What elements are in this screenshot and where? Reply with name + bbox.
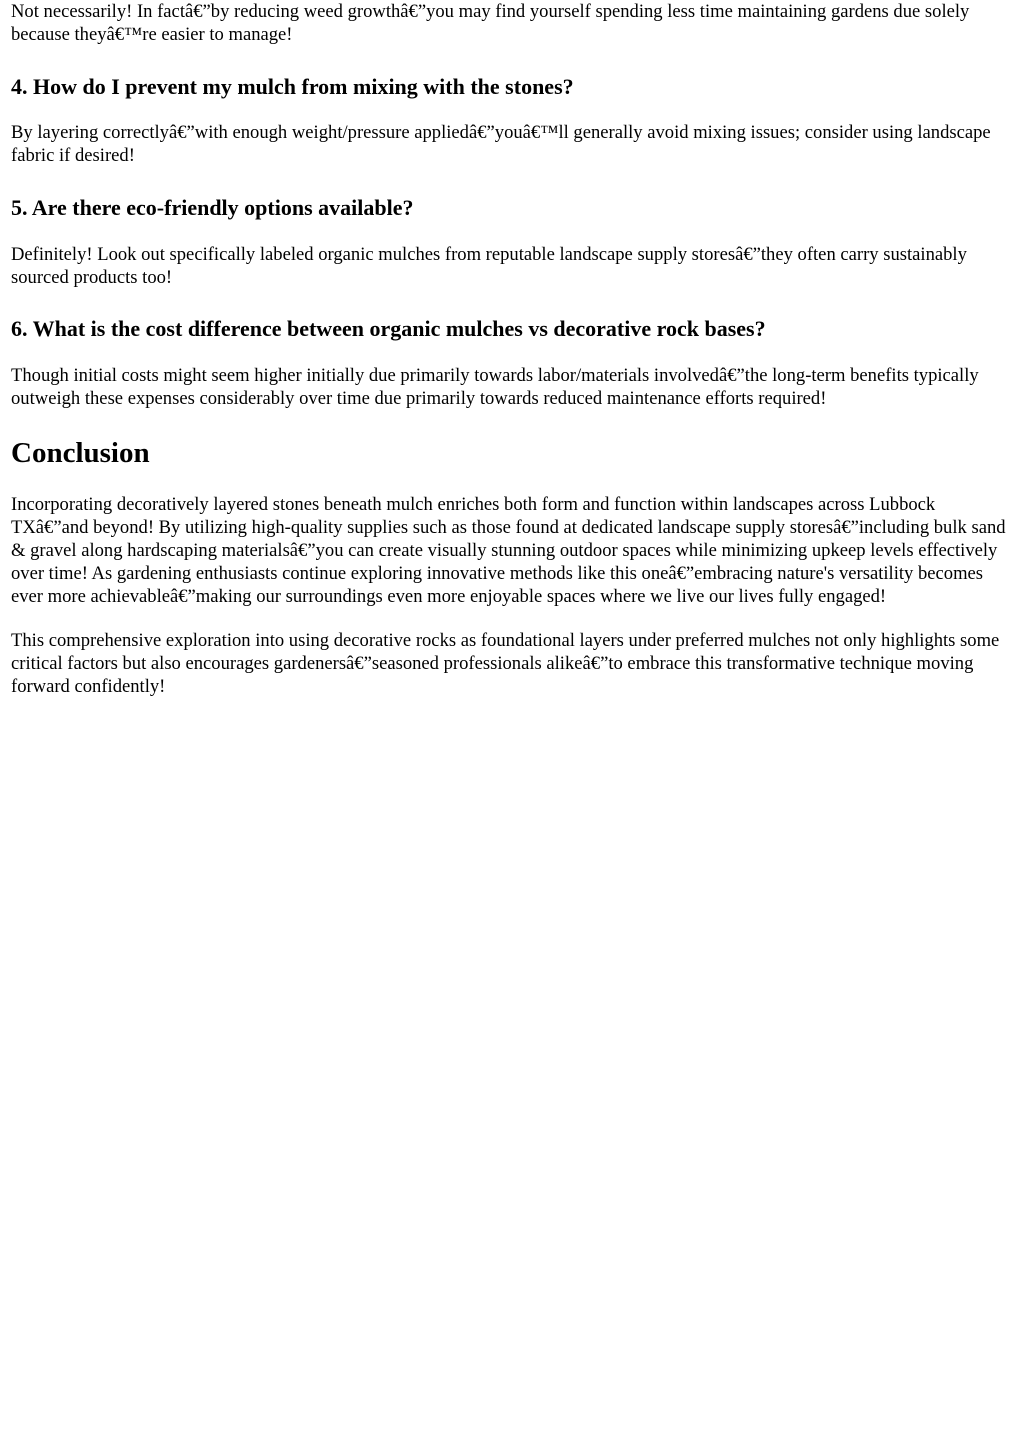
faq-question-4: 4. How do I prevent my mulch from mixing with the stones? <box>11 74 574 99</box>
conclusion-paragraph-1: Incorporating decoratively layered stones beneath mulch enriches both form and function within landscapes across Lubbock TXâ€”and beyond! By utilizing high-quality supplies such as those found at dedicated landscape supply storesâ€”including bulk sand & gravel along hardscaping materialsâ€”you can create visually stunning outdoor spaces while minimizing upkeep levels effectively over time! As gardening enthusiasts continue exploring innovative methods like this oneâ€”embracing nature's versatility becomes ever more achievableâ€”making our surroundings even more enjoyable spaces where we live our lives fully engaged! <box>11 494 1006 607</box>
intro-paragraph: Not necessarily! In factâ€”by reducing weed growthâ€”you may find yourself spending less time maintaining gardens due solely because theyâ€™re easier to manage! <box>11 1 970 45</box>
faq-question-5: 5. Are there eco-friendly options available? <box>11 195 414 220</box>
faq-question-6: 6. What is the cost difference between organic mulches vs decorative rock bases? <box>11 316 766 341</box>
faq-answer-5: Definitely! Look out specifically labeled organic mulches from reputable landscape supply storesâ€”they often carry sustainably sourced products too! <box>11 244 967 288</box>
conclusion-paragraph-2: This comprehensive exploration into using decorative rocks as foundational layers under preferred mulches not only highlights some critical factors but also encourages gardenersâ€”seasoned professionals alikeâ€”to embrace this transformative technique moving forward confidently! <box>11 630 1000 697</box>
faq-answer-6: Though initial costs might seem higher initially due primarily towards labor/materials involvedâ€”the long-term benefits typically outweigh these expenses considerably over time due primarily towards reduced maintenance efforts required! <box>11 365 979 409</box>
conclusion-heading: Conclusion <box>11 437 150 469</box>
faq-answer-4: By layering correctlyâ€”with enough weight/pressure appliedâ€”youâ€™ll generally avoid mixing issues; consider using landscape fabric if desired! <box>11 122 991 166</box>
article-body <box>0 0 1024 698</box>
